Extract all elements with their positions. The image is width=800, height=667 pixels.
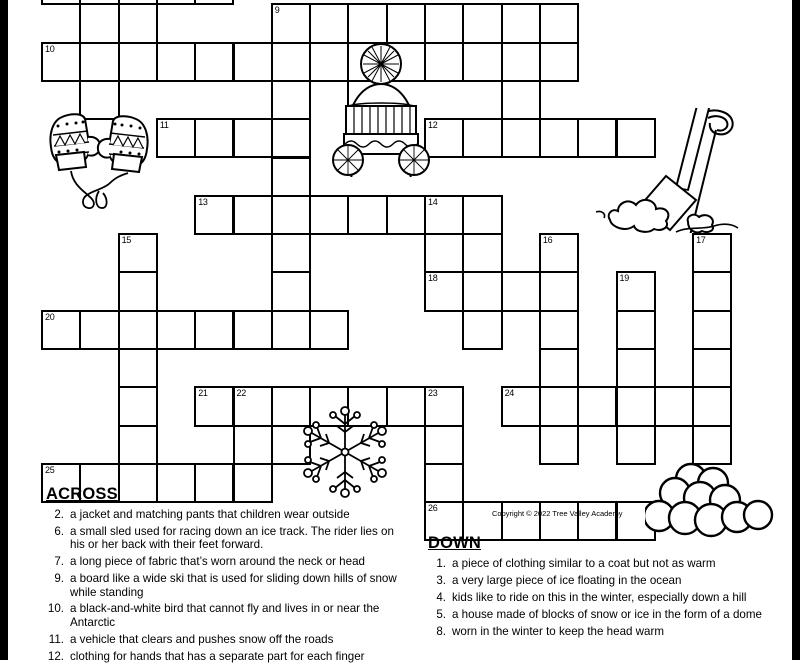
crossword-cell[interactable] bbox=[347, 386, 387, 426]
crossword-cell[interactable] bbox=[271, 3, 311, 43]
clue-item bbox=[46, 602, 398, 629]
crossword-cell[interactable] bbox=[271, 386, 311, 426]
clue-number: 6. bbox=[54, 524, 64, 538]
crossword-cell[interactable] bbox=[271, 425, 311, 465]
crossword-cell[interactable] bbox=[194, 386, 234, 426]
crossword-cell[interactable] bbox=[386, 42, 426, 82]
crossword-cell[interactable] bbox=[233, 118, 273, 158]
clue-text: a very large piece of ice floating in the ocean bbox=[452, 573, 682, 587]
crossword-cell[interactable] bbox=[462, 195, 502, 235]
clue-text: a board like a wide ski that is used for sliding down hills of snow while standing bbox=[70, 572, 397, 599]
crossword-cell[interactable] bbox=[424, 233, 464, 273]
crossword-cell[interactable] bbox=[118, 233, 158, 273]
crossword-cell[interactable] bbox=[501, 3, 541, 43]
crossword-cell[interactable] bbox=[271, 157, 311, 197]
crossword-cell[interactable] bbox=[539, 310, 579, 350]
clue-item bbox=[428, 591, 780, 604]
cell-number: 17 bbox=[696, 235, 706, 246]
clue-number: 11. bbox=[48, 632, 64, 646]
crossword-cell[interactable] bbox=[616, 425, 656, 465]
crossword-cell[interactable] bbox=[194, 118, 234, 158]
crossword-cell[interactable] bbox=[118, 386, 158, 426]
crossword-cell[interactable] bbox=[79, 42, 119, 82]
crossword-cell[interactable] bbox=[194, 0, 234, 5]
crossword-cell[interactable] bbox=[424, 425, 464, 465]
crossword-cell[interactable] bbox=[501, 42, 541, 82]
crossword-cell[interactable] bbox=[156, 118, 196, 158]
crossword-cell[interactable] bbox=[347, 80, 387, 120]
clue-text: clothing for hands that has a separate part for each finger bbox=[70, 649, 365, 663]
crossword-cell[interactable] bbox=[539, 386, 579, 426]
crossword-cell[interactable] bbox=[501, 118, 541, 158]
cell-number: 22 bbox=[236, 388, 246, 399]
clue-text: a jacket and matching pants that children wear outside bbox=[70, 508, 350, 521]
crossword-cell[interactable] bbox=[271, 233, 311, 273]
across-clues-section bbox=[46, 485, 398, 667]
crossword-cell[interactable] bbox=[41, 310, 81, 350]
crossword-cell[interactable] bbox=[118, 348, 158, 388]
cell-number: 26 bbox=[428, 503, 438, 514]
clue-item bbox=[46, 525, 398, 552]
crossword-cell[interactable] bbox=[501, 271, 541, 311]
crossword-cell[interactable] bbox=[271, 42, 311, 82]
crossword-cell[interactable] bbox=[616, 310, 656, 350]
crossword-cell[interactable] bbox=[309, 386, 349, 426]
crossword-cell[interactable] bbox=[347, 3, 387, 43]
clue-number: 10. bbox=[47, 602, 64, 616]
crossword-cell[interactable] bbox=[79, 3, 119, 43]
clue-item bbox=[46, 555, 398, 568]
crossword-cell[interactable] bbox=[41, 42, 81, 82]
clue-number: 7. bbox=[54, 555, 64, 569]
cell-number: 12 bbox=[428, 120, 438, 131]
cell-number: 18 bbox=[428, 273, 438, 284]
crossword-cell[interactable] bbox=[462, 3, 502, 43]
crossword-cell[interactable] bbox=[692, 271, 732, 311]
clue-item bbox=[46, 572, 398, 599]
crossword-cell[interactable] bbox=[462, 310, 502, 350]
crossword-cell[interactable] bbox=[233, 42, 273, 82]
clue-text: a black-and-white bird that cannot fly and lives in or near the Antarctic bbox=[70, 602, 380, 629]
cell-number: 14 bbox=[428, 196, 438, 207]
crossword-cell[interactable] bbox=[462, 118, 502, 158]
down-clues-section bbox=[428, 534, 780, 642]
crossword-cell[interactable] bbox=[424, 195, 464, 235]
crossword-cell[interactable] bbox=[347, 195, 387, 235]
clue-number: 12. bbox=[47, 649, 64, 663]
crossword-cell[interactable] bbox=[692, 310, 732, 350]
crossword-cell[interactable] bbox=[424, 271, 464, 311]
crossword-cell[interactable] bbox=[577, 118, 617, 158]
crossword-cell[interactable] bbox=[271, 80, 311, 120]
crossword-cell[interactable] bbox=[692, 233, 732, 273]
crossword-cell[interactable] bbox=[233, 425, 273, 465]
crossword-cell[interactable] bbox=[424, 463, 464, 503]
crossword-cell[interactable] bbox=[424, 3, 464, 43]
clue-number: 3. bbox=[436, 573, 446, 587]
crossword-cell[interactable] bbox=[539, 42, 579, 82]
crossword-cell[interactable] bbox=[386, 195, 426, 235]
crossword-cell[interactable] bbox=[539, 425, 579, 465]
crossword-cell[interactable] bbox=[309, 3, 349, 43]
crossword-cell[interactable] bbox=[194, 195, 234, 235]
crossword-cell[interactable] bbox=[271, 271, 311, 311]
clue-item bbox=[428, 625, 780, 638]
crossword-cell[interactable] bbox=[539, 118, 579, 158]
cell-number: 13 bbox=[198, 196, 208, 207]
crossword-cell[interactable] bbox=[194, 42, 234, 82]
crossword-cell[interactable] bbox=[156, 310, 196, 350]
crossword-cell[interactable] bbox=[501, 386, 541, 426]
crossword-cell[interactable] bbox=[118, 42, 158, 82]
clue-item bbox=[428, 574, 780, 587]
clue-text: a piece of clothing similar to a coat but not as warm bbox=[452, 557, 716, 570]
crossword-cell[interactable] bbox=[194, 310, 234, 350]
crossword-cell[interactable] bbox=[462, 271, 502, 311]
crossword-cell[interactable] bbox=[501, 80, 541, 120]
crossword-cell[interactable] bbox=[233, 310, 273, 350]
crossword-cell[interactable] bbox=[386, 3, 426, 43]
crossword-cell[interactable] bbox=[233, 195, 273, 235]
cell-number: 11 bbox=[159, 120, 169, 131]
across-clue-list bbox=[46, 508, 398, 663]
crossword-cell[interactable] bbox=[309, 310, 349, 350]
crossword-cell[interactable] bbox=[347, 42, 387, 82]
crossword-cell[interactable] bbox=[233, 386, 273, 426]
crossword-cell[interactable] bbox=[692, 386, 732, 426]
down-clue-list bbox=[428, 557, 780, 638]
crossword-cell[interactable] bbox=[156, 0, 196, 5]
clue-item bbox=[428, 557, 780, 570]
clue-number: 2. bbox=[54, 508, 64, 521]
crossword-cell[interactable] bbox=[386, 386, 426, 426]
crossword-cell[interactable] bbox=[616, 271, 656, 311]
cell-number: 20 bbox=[45, 311, 55, 322]
clue-item bbox=[46, 650, 398, 663]
clue-text: a vehicle that clears and pushes snow off the roads bbox=[70, 632, 334, 646]
crossword-cell[interactable] bbox=[118, 310, 158, 350]
crossword-cell[interactable] bbox=[539, 348, 579, 388]
copyright-notice: Copyright © 2022 Tree Valley Academy bbox=[492, 509, 623, 518]
crossword-cell[interactable] bbox=[118, 3, 158, 43]
crossword-cell[interactable] bbox=[616, 348, 656, 388]
crossword-cell[interactable] bbox=[692, 425, 732, 465]
crossword-cell[interactable] bbox=[41, 0, 81, 5]
cell-number: 24 bbox=[504, 388, 515, 399]
crossword-cell[interactable] bbox=[424, 386, 464, 426]
crossword-cell[interactable] bbox=[539, 271, 579, 311]
cell-number: 15 bbox=[121, 235, 132, 246]
crossword-cell[interactable] bbox=[616, 118, 656, 158]
crossword-cell[interactable] bbox=[156, 42, 196, 82]
clue-item bbox=[46, 508, 398, 521]
down-heading: DOWN bbox=[428, 534, 482, 552]
clue-text: a house made of blocks of snow or ice in the form of a dome bbox=[452, 607, 762, 621]
clue-text: worn in the winter to keep the head warm bbox=[452, 624, 665, 638]
crossword-cell[interactable] bbox=[79, 310, 119, 350]
clue-number: 5. bbox=[436, 607, 446, 621]
crossword-cell[interactable] bbox=[462, 233, 502, 273]
crossword-cell[interactable] bbox=[271, 310, 311, 350]
crossword-cell[interactable] bbox=[271, 118, 311, 158]
crossword-cell[interactable] bbox=[462, 42, 502, 82]
crossword-cell[interactable] bbox=[692, 348, 732, 388]
cell-number: 9 bbox=[274, 5, 280, 16]
clue-text: a long piece of fabric that’s worn around the neck or head bbox=[70, 555, 365, 569]
clue-item bbox=[46, 633, 398, 646]
crossword-cell[interactable] bbox=[539, 233, 579, 273]
cell-number: 21 bbox=[198, 388, 208, 399]
crossword-cell[interactable] bbox=[309, 42, 349, 82]
cell-number: 19 bbox=[619, 273, 629, 284]
clue-number: 9. bbox=[54, 572, 64, 586]
crossword-cell[interactable] bbox=[79, 80, 119, 120]
crossword-cell[interactable] bbox=[616, 386, 656, 426]
across-heading: ACROSS bbox=[46, 485, 118, 503]
cell-number: 23 bbox=[428, 388, 438, 399]
crossword-cell[interactable] bbox=[424, 42, 464, 82]
clue-text: a small sled used for racing down an ice track. The rider lies on his or her back with their feet forward. bbox=[70, 524, 394, 552]
cell-number: 10 bbox=[45, 43, 55, 54]
crossword-cell[interactable] bbox=[577, 386, 617, 426]
crossword-cell[interactable] bbox=[118, 271, 158, 311]
crossword-cell[interactable] bbox=[309, 195, 349, 235]
crossword-cell[interactable] bbox=[654, 386, 694, 426]
clue-number: 4. bbox=[436, 590, 446, 604]
crossword-cell[interactable] bbox=[424, 118, 464, 158]
cell-number: 25 bbox=[45, 464, 55, 475]
clue-item bbox=[428, 608, 780, 621]
crossword-cell[interactable] bbox=[271, 195, 311, 235]
clue-text: kids like to ride on this in the winter, especially down a hill bbox=[452, 590, 747, 604]
crossword-cell[interactable] bbox=[118, 425, 158, 465]
crossword-cell[interactable] bbox=[539, 3, 579, 43]
clue-number: 1. bbox=[436, 557, 446, 570]
clue-number: 8. bbox=[436, 624, 446, 638]
cell-number: 16 bbox=[542, 235, 553, 246]
